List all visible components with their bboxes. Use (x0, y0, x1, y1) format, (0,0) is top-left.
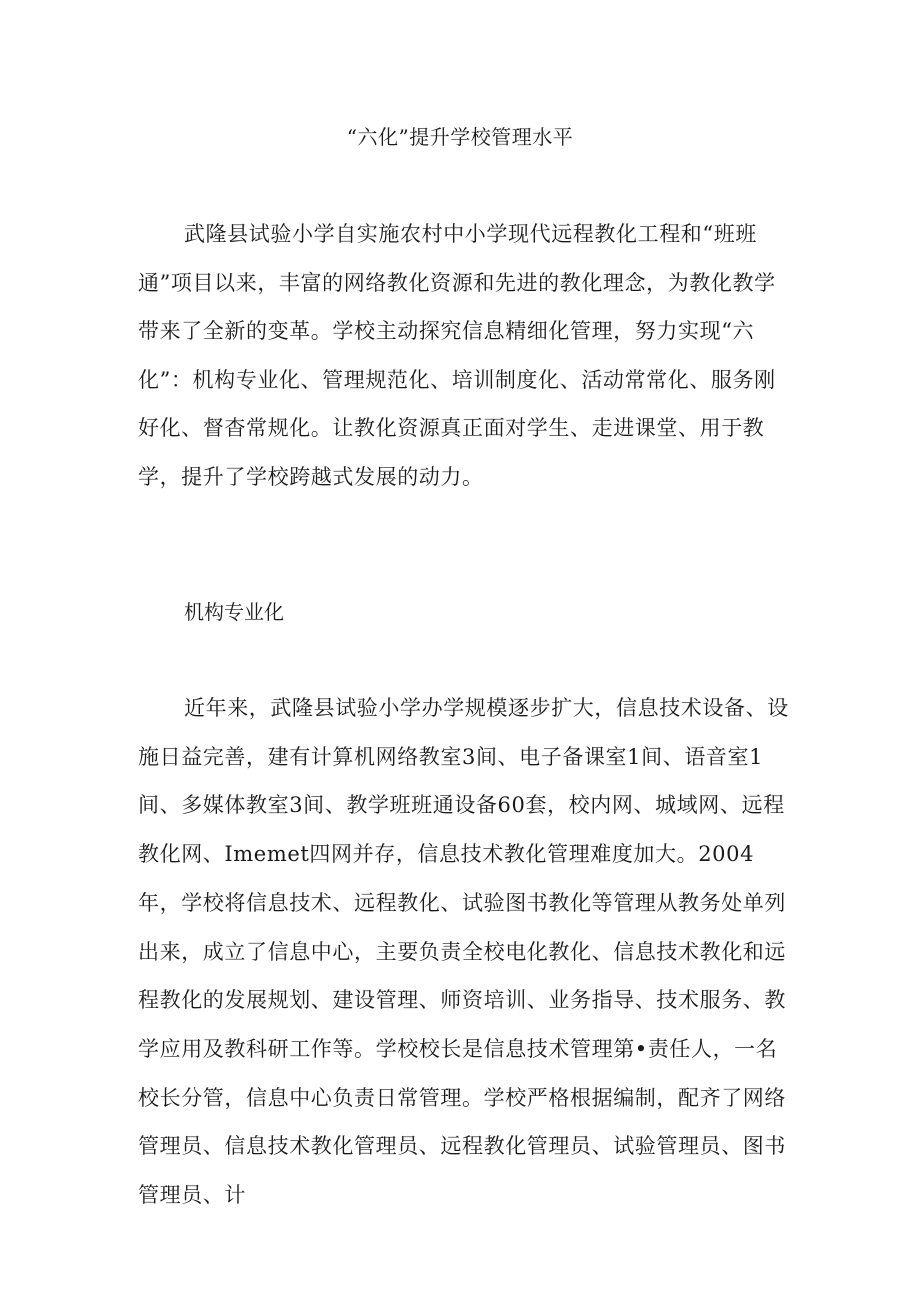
intro-paragraph: 武隆县试验小学自实施农村中小学现代远程教化工程和“班班通”项目以来，丰富的网络教化资源和先进的教化理念，为教化教学带来了全新的变革。学校主动探究信息精细化管理，努力实现“六化”：机构专业化、管理规范化、培训制度化、活动常常化、服务刚好化、督杳常规化。让教化资源真正面对学生、走进课堂、用于教学，提升了学校跨越式发展的动力。 (138, 222, 776, 489)
section-body-paragraph: 近年来，武隆县试验小学办学规模逐步扩大，信息技术设备、设施日益完善，建有计算机网络教室3间、电子备课室1间、语音室1间、多媒体教室3间、教学班班通设备60套，校内网、城域网、远程教化网、Imemet四网并存，信息技术教化管理难度加大。2004年，学校将信息技术、远程教化、试验图书教化等管理从教务处单列出来，成立了信息中心，主要负责全校电化教化、信息技术教化和远程教化的发展规划、建设管理、师资培训、业务指导、技术服务、教学应用及教科研工作等。学校校长是信息技术管理第•责任人，一名校长分管，信息中心负责日常管理。学校严格根据编制，配齐了网络管理员、信息技术教化管理员、远程教化管理员、试验管理员、图书管理员、计 (138, 696, 789, 1208)
document-title: “六化”提升学校管理水平 (346, 125, 574, 149)
section-heading: 机构专业化 (184, 600, 284, 624)
